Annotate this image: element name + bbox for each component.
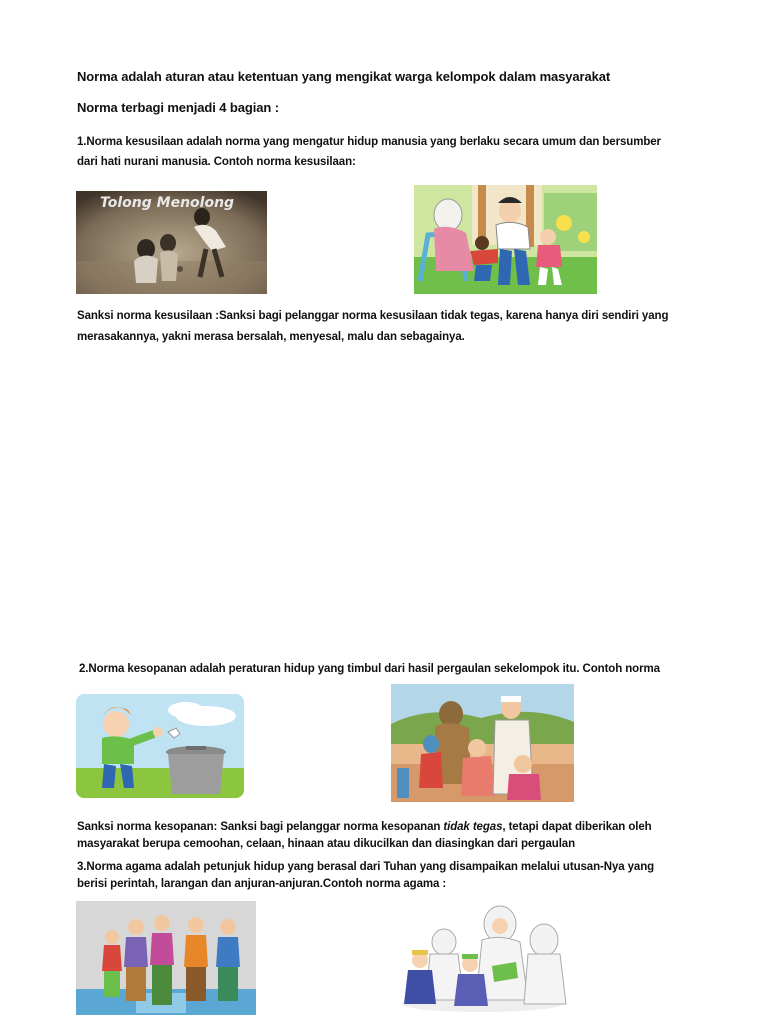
- section1-paragraph-line2: dari hati nurani manusia. Contoh norma kesusilaan:: [77, 156, 356, 168]
- section2-paragraph-line1: 2.Norma kesopanan adalah peraturan hidup yang timbul dari hasil pergaulan sekelompok itu. Contoh norma: [79, 663, 660, 675]
- prayer-image: [76, 901, 256, 1015]
- section1-paragraph-line1: 1.Norma kesusilaan adalah norma yang mengatur hidup manusia yang berlaku secara umum dan bersumber: [77, 136, 661, 148]
- section2-sanksi-line1: Sanksi norma kesopanan: Sanksi bagi pelanggar norma kesopanan tidak tegas, tetapi dapat diberikan oleh: [77, 821, 652, 833]
- boy-trash-image: [76, 694, 244, 798]
- section1-sanksi-line1: Sanksi norma kesusilaan :Sanksi bagi pelanggar norma kesusilaan tidak tegas, karena hanya diri sendiri yang: [77, 310, 669, 322]
- section2-sanksi-line2: masyarakat berupa cemoohan, celaan, hinaan atau dikucilkan dan diasingkan dari pergaulan: [77, 838, 576, 850]
- subheading: Norma terbagi menjadi 4 bagian :: [77, 100, 279, 115]
- section3-paragraph-line2: berisi perintah, larangan dan anjuran-anjuran.Contoh norma agama :: [77, 878, 447, 890]
- section3-paragraph-line1: 3.Norma agama adalah petunjuk hidup yang berasal dari Tuhan yang disampaikan melalui utusan-Nya yang: [77, 861, 655, 873]
- family-greeting-image: [414, 185, 597, 294]
- children-helping-image: [76, 191, 267, 294]
- reading-quran-image: [396, 900, 570, 1014]
- villagers-greeting-image: [391, 684, 574, 802]
- intro-text: Norma adalah aturan atau ketentuan yang mengikat warga kelompok dalam masyarakat: [77, 69, 611, 84]
- image-caption: Tolong Menolong: [100, 195, 235, 211]
- section1-sanksi-line2: merasakannya, yakni merasa bersalah, menyesal, malu dan sebagainya.: [77, 331, 465, 343]
